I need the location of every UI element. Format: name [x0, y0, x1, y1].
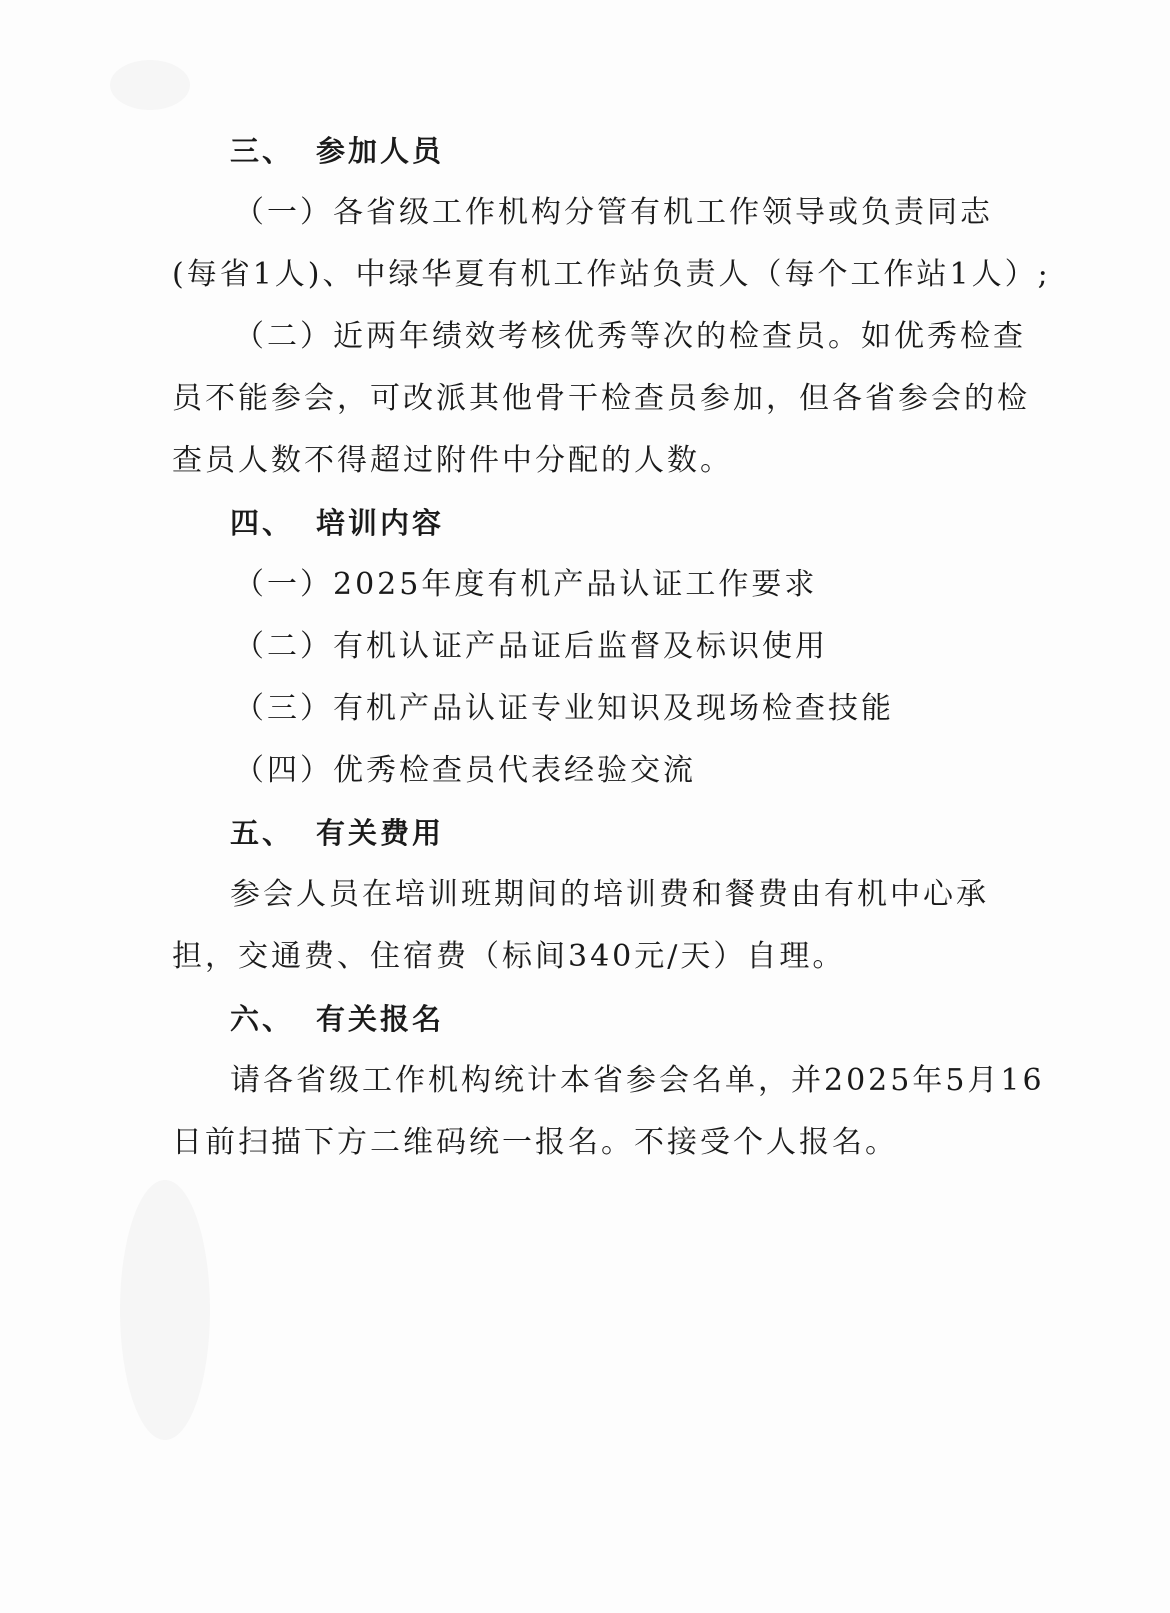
section-number: 四、 [230, 506, 295, 540]
paragraph-line: 日前扫描下方二维码统一报名。不接受个人报名。 [172, 1125, 898, 1160]
paragraph-line: 员不能参会，可改派其他骨干检查员参加，但各省参会的检 [172, 381, 1030, 416]
paragraph-line: （二）近两年绩效考核优秀等次的检查员。如优秀检查 [234, 319, 1026, 354]
section-heading-participants [172, 120, 1002, 182]
scan-smudge [110, 60, 190, 110]
section-title: 培训内容 [316, 506, 445, 540]
list-item: （二）有机认证产品证后监督及标识使用 [234, 629, 828, 664]
list-item: （四）优秀检查员代表经验交流 [234, 753, 696, 788]
section-title: 参加人员 [316, 134, 445, 168]
section-heading-training-content [172, 492, 1002, 554]
list-item: （一）2025年度有机产品认证工作要求 [234, 567, 818, 602]
list-item: （三）有机产品认证专业知识及现场检查技能 [234, 691, 894, 726]
paragraph-line: 请各省级工作机构统计本省参会名单，并2025年5月16 [230, 1063, 1045, 1098]
paragraph-line: (每省1人)、中绿华夏有机工作站负责人（每个工作站1人）; [172, 257, 1051, 292]
paragraph-line: 参会人员在培训班期间的培训费和餐费由有机中心承 [230, 877, 989, 912]
section-heading-registration [172, 988, 1002, 1050]
scan-smudge [120, 1180, 210, 1440]
section-title: 有关费用 [316, 816, 445, 850]
section-title: 有关报名 [316, 1002, 445, 1036]
document-body [172, 120, 1051, 1174]
section-number: 三、 [230, 134, 295, 168]
paragraph-line: 查员人数不得超过附件中分配的人数。 [172, 443, 733, 478]
section-number: 六、 [230, 1002, 295, 1036]
section-number: 五、 [230, 816, 295, 850]
paragraph-line: （一）各省级工作机构分管有机工作领导或负责同志 [234, 195, 993, 230]
paragraph-line: 担，交通费、住宿费（标间340元/天）自理。 [172, 939, 846, 974]
section-heading-fees [172, 802, 1002, 864]
